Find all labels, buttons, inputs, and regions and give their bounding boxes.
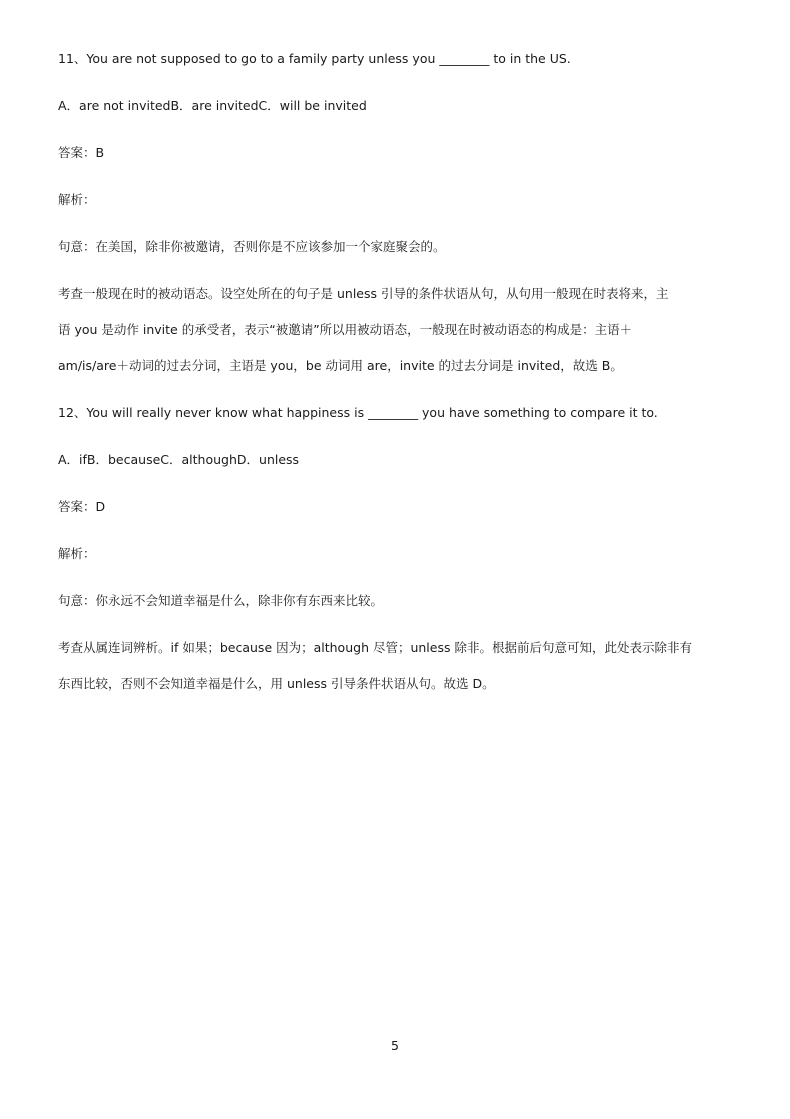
question-11-translation: 句意：在美国，除非你被邀请，否则你是不应该参加一个家庭聚会的。	[58, 239, 446, 254]
question-11-explanation-line-3: am/is/are＋动词的过去分词，主语是 you，be 动词用 are，invite 的过去分词是 invited，故选 B。	[58, 358, 623, 373]
question-11-explanation-line-2: 语 you 是动作 invite 的承受者，表示“被邀请”所以用被动语态，一般现在时被动语态的构成是：主语＋	[58, 322, 633, 337]
question-12-translation: 句意：你永远不会知道幸福是什么，除非你有东西来比较。	[58, 593, 384, 608]
question-11-explanation-line-1: 考查一般现在时的被动语态。设空处所在的句子是 unless 引导的条件状语从句，从句用一般现在时表将来，主	[58, 286, 669, 301]
question-12-analysis-label: 解析：	[58, 546, 96, 561]
question-12-options: A．ifB．becauseC．althoughD．unless	[58, 452, 300, 467]
question-11-options: A．are not invitedB．are invitedC．will be invited	[58, 98, 367, 113]
question-11-answer: 答案：B	[58, 145, 105, 160]
question-12-explanation-line-2: 东西比较，否则不会知道幸福是什么，用 unless 引导条件状语从句。故选 D。	[58, 676, 495, 691]
question-12-answer: 答案：D	[58, 499, 106, 514]
question-12-text: 12、You will really never know what happiness is ________ you have something to compare it to.	[58, 405, 658, 420]
question-11-text: 11、You are not supposed to go to a family party unless you ________ to in the US.	[58, 51, 571, 66]
question-11-analysis-label: 解析：	[58, 192, 96, 207]
question-12-explanation-line-1: 考查从属连词辨析。if 如果；because 因为；although 尽管；unless 除非。根据前后句意可知，此处表示除非有	[58, 640, 692, 655]
page-number: 5	[391, 1038, 399, 1053]
